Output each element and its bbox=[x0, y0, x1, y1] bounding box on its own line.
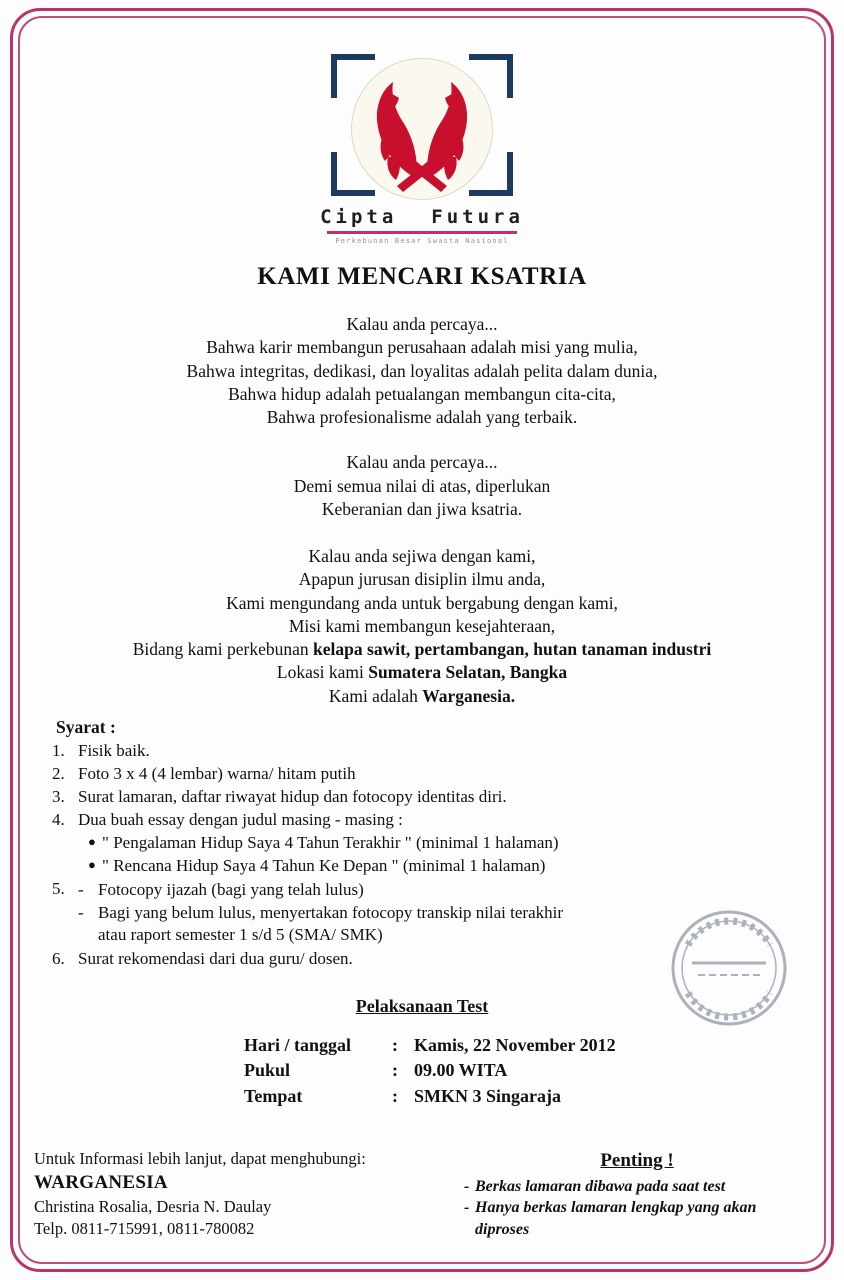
bullet-dot-icon: ● bbox=[88, 857, 96, 873]
dash-marker-icon: - bbox=[464, 1199, 470, 1217]
requirement-subitem bbox=[78, 879, 810, 901]
important-note-text: Berkas lamaran dibawa pada saat test bbox=[475, 1177, 726, 1195]
verse-stanza-1 bbox=[34, 313, 810, 429]
verse-emphasis: Sumatera Selatan, Bangka bbox=[368, 662, 568, 683]
company-logo bbox=[34, 54, 810, 245]
verse-stanza-3 bbox=[34, 545, 810, 708]
verse-line: Misi kami membangun kesejahteraan, bbox=[288, 615, 556, 636]
page-title: KAMI MENCARI KSATRIA bbox=[257, 263, 587, 290]
dash-marker-icon: - bbox=[78, 903, 84, 923]
requirement-number: 6. bbox=[52, 948, 65, 968]
requirement-text: Surat lamaran, daftar riwayat hidup dan fotocopy identitas diri. bbox=[78, 786, 507, 806]
contact-block bbox=[34, 1148, 464, 1240]
requirement-bullet-item bbox=[52, 832, 810, 854]
official-stamp-icon bbox=[666, 905, 792, 1031]
important-note-item bbox=[464, 1176, 810, 1197]
verse-text: Lokasi kami bbox=[276, 662, 369, 683]
verse-text: Kami adalah bbox=[328, 685, 423, 706]
schedule-colon: : bbox=[392, 1034, 398, 1055]
schedule-value: Kamis, 22 November 2012 bbox=[414, 1034, 616, 1055]
important-notes-block bbox=[464, 1148, 810, 1240]
requirement-item bbox=[52, 809, 810, 831]
requirement-item bbox=[52, 763, 810, 785]
dash-marker-icon: - bbox=[78, 880, 84, 900]
schedule-row bbox=[244, 1033, 810, 1059]
verse-text: Bidang kami perkebunan bbox=[132, 639, 314, 660]
requirement-text: Foto 3 x 4 (4 lembar) warna/ hitam putih bbox=[78, 763, 356, 783]
contact-intro: Untuk Informasi lebih lanjut, dapat menghubungi: bbox=[34, 1149, 366, 1169]
requirement-subitem-continuation: atau raport semester 1 s/d 5 (SMA/ SMK) bbox=[98, 925, 383, 945]
schedule-label: Pukul bbox=[244, 1060, 291, 1081]
page-content bbox=[34, 30, 810, 1254]
requirement-subitem-text: Bagi yang belum lulus, menyertakan fotocopy transkip nilai terakhir bbox=[98, 903, 564, 923]
verse-line: Kalau anda percaya... bbox=[346, 314, 498, 334]
footer bbox=[34, 1148, 810, 1240]
laurel-wreath-icon bbox=[351, 58, 493, 200]
logo-mark bbox=[329, 54, 515, 204]
requirement-text: Fisik baik. bbox=[78, 740, 150, 760]
requirement-bullet-item bbox=[52, 855, 810, 877]
schedule-table bbox=[244, 1033, 810, 1110]
logo-wordmark bbox=[320, 206, 524, 228]
important-notes-title: Penting ! bbox=[600, 1150, 674, 1172]
schedule-label: Hari / tanggal bbox=[244, 1034, 351, 1055]
schedule-title: Pelaksanaan Test bbox=[355, 995, 489, 1016]
verse-line: Kami mengundang anda untuk bergabung dengan kami, bbox=[226, 592, 618, 613]
verse-stanza-2 bbox=[34, 451, 810, 521]
verse-line: Apapun jurusan disiplin ilmu anda, bbox=[298, 569, 546, 590]
verse-line-location bbox=[34, 661, 810, 684]
important-note-item bbox=[464, 1197, 810, 1218]
contact-phone: Telp. 0811-715991, 0811-780082 bbox=[34, 1218, 255, 1238]
bullet-dot-icon: ● bbox=[88, 834, 96, 850]
verse-line: Kalau anda sejiwa dengan kami, bbox=[308, 546, 536, 567]
requirement-item bbox=[52, 740, 810, 762]
important-note-text: Hanya berkas lamaran lengkap yang akan bbox=[475, 1199, 757, 1217]
logo-tagline: Perkebunan Besar Swasta Nasional bbox=[335, 237, 509, 245]
important-note-continuation: diproses bbox=[475, 1220, 530, 1238]
requirement-text: Surat rekomendasi dari dua guru/ dosen. bbox=[78, 948, 353, 968]
requirement-number: 5. bbox=[52, 879, 65, 899]
schedule-value: 09.00 WITA bbox=[414, 1060, 508, 1081]
requirement-number: 4. bbox=[52, 810, 65, 830]
verse-line: Kalau anda percaya... bbox=[346, 452, 498, 473]
schedule-row bbox=[244, 1058, 810, 1084]
contact-organization: WARGANESIA bbox=[34, 1172, 168, 1194]
verse-line: Bahwa profesionalisme adalah yang terbaik. bbox=[266, 407, 578, 428]
requirement-bullet-text: " Rencana Hidup Saya 4 Tahun Ke Depan " (minimal 1 halaman) bbox=[102, 856, 546, 876]
schedule-label: Tempat bbox=[244, 1085, 303, 1106]
contact-persons: Christina Rosalia, Desria N. Daulay bbox=[34, 1196, 272, 1216]
requirements-title: Syarat : bbox=[56, 716, 116, 737]
verse-line-identity bbox=[34, 685, 810, 708]
requirement-number: 1. bbox=[52, 740, 65, 760]
verse-line: Demi semua nilai di atas, diperlukan bbox=[293, 475, 551, 496]
logo-divider-rule bbox=[327, 231, 517, 234]
logo-word-futura: Futura bbox=[431, 206, 524, 228]
requirement-number: 3. bbox=[52, 786, 65, 806]
verse-line: Bahwa hidup adalah petualangan membangun cita-cita, bbox=[228, 383, 616, 404]
requirement-bullet-text: " Pengalaman Hidup Saya 4 Tahun Terakhir " (minimal 1 halaman) bbox=[102, 833, 559, 853]
schedule-colon: : bbox=[392, 1060, 398, 1081]
logo-word-cipta: Cipta bbox=[320, 206, 398, 228]
verse-line: Bahwa karir membangun perusahaan adalah misi yang mulia, bbox=[206, 337, 638, 358]
schedule-row bbox=[244, 1084, 810, 1110]
requirement-item bbox=[52, 786, 810, 808]
schedule-colon: : bbox=[392, 1085, 398, 1106]
requirement-subitem-text: Fotocopy ijazah (bagi yang telah lulus) bbox=[98, 880, 364, 900]
verse-line-business-fields bbox=[34, 638, 810, 661]
dash-marker-icon: - bbox=[464, 1177, 470, 1195]
verse-line: Keberanian dan jiwa ksatria. bbox=[321, 498, 523, 519]
verse-emphasis: Warganesia. bbox=[422, 685, 516, 706]
requirement-number: 2. bbox=[52, 763, 65, 783]
requirement-text: Dua buah essay dengan judul masing - masing : bbox=[78, 810, 403, 830]
schedule-value: SMKN 3 Singaraja bbox=[414, 1085, 562, 1106]
verse-line: Bahwa integritas, dedikasi, dan loyalitas adalah pelita dalam dunia, bbox=[186, 360, 658, 381]
verse-emphasis: kelapa sawit, pertambangan, hutan tanaman industri bbox=[313, 639, 712, 660]
